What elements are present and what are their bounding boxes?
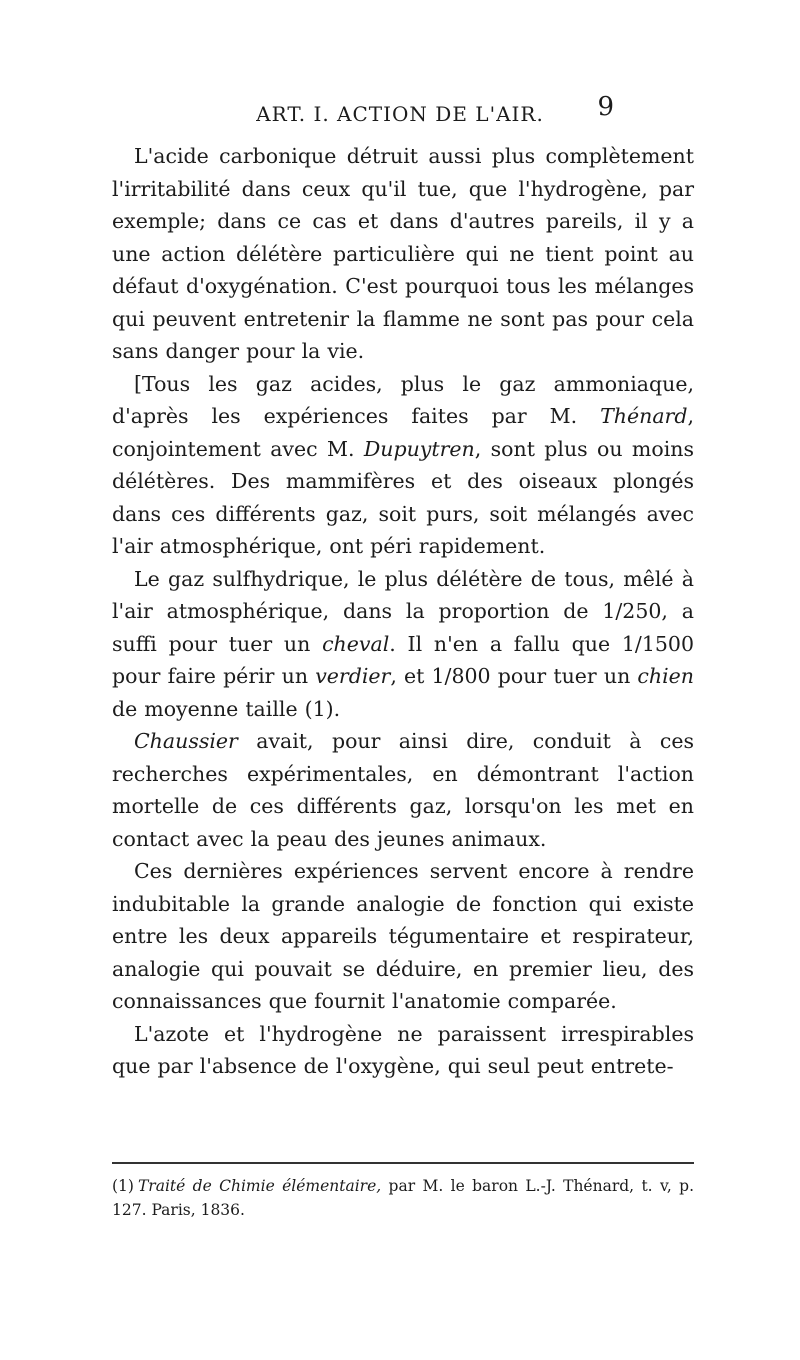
author-chaussier: Chaussier [134, 729, 238, 753]
running-head: ART. I. ACTION DE L'AIR. [256, 102, 544, 126]
animal-chien: chien [637, 664, 694, 688]
animal-cheval: cheval [322, 631, 390, 656]
page-header [0, 92, 800, 132]
paragraph-1: L'acide carbonique détruit aussi plus complètement l'irritabilité dans ceux qu'il tue, que l'hydrogène, par exemple; dans ce cas et dans d'autres pareils, il y a une action délétère particulière qui ne tient point au défaut d'oxygénation. C'est pourquoi tous les mélanges qui peuvent entretenir la flamme ne sont pas pour cela sans danger pour la vie. [112, 144, 694, 363]
paragraph-6: L'azote et l'hydrogène ne paraissent irrespirables que par l'absence de l'oxygène, qui seul peut entrete- [112, 1021, 694, 1078]
animal-verdier: verdier [315, 664, 391, 688]
footnote [112, 1174, 694, 1222]
author-thenard: Thénard [600, 404, 688, 428]
paragraph-5: Ces dernières expériences servent encore à rendre indubitable la grande analogie de fonction qui existe entre les deux appareils tégumentaire et respirateur, analogie qui pouvait se déduire, en premier lieu, des connaissances que fournit l'anatomie comparée. [112, 859, 694, 1013]
paragraph-2: [Tous les gaz acides, plus le gaz ammoniaque, d'après les expériences faites par M. Thénard, conjointement avec M. Dupuytren, sont plus ou moins délétères. Des mammifères et des oiseaux plongés dans ces différents gaz, soit purs, soit mélangés avec l'air atmosphérique, ont péri rapidement. [112, 371, 694, 558]
footnote-title: Traité de Chimie élémentaire, [137, 1177, 382, 1195]
paragraph-4: Chaussier avait, pour ainsi dire, conduit à ces recherches expérimentales, en démontrant l'action mortelle de ces différents gaz, lorsqu'on les met en contact avec la peau des jeunes animaux. [112, 729, 694, 851]
paragraph-3: Le gaz sulfhydrique, le plus délétère de tous, mêlé à l'air atmosphérique, dans la proportion de 1/250, a suffi pour tuer un cheval. Il n'en a fallu que 1/1500 pour faire périr un verdier, et 1/800 pour tuer un chien de moyenne taille (1). [112, 566, 695, 721]
page-number: 9 [597, 92, 614, 122]
fraction-1: 1/250 [602, 599, 662, 623]
footnote-text: par M. le baron L.-J. Thénard, t. v, p. 127. Paris, 1836. [112, 1177, 694, 1219]
body-text [112, 140, 694, 1083]
footnote-rule [112, 1162, 694, 1164]
fraction-3: 1/800 [431, 664, 491, 688]
fraction-2: 1/1500 [621, 631, 695, 656]
author-dupuytren: Dupuytren [363, 436, 475, 461]
footnote-mark: (1) [112, 1177, 134, 1195]
